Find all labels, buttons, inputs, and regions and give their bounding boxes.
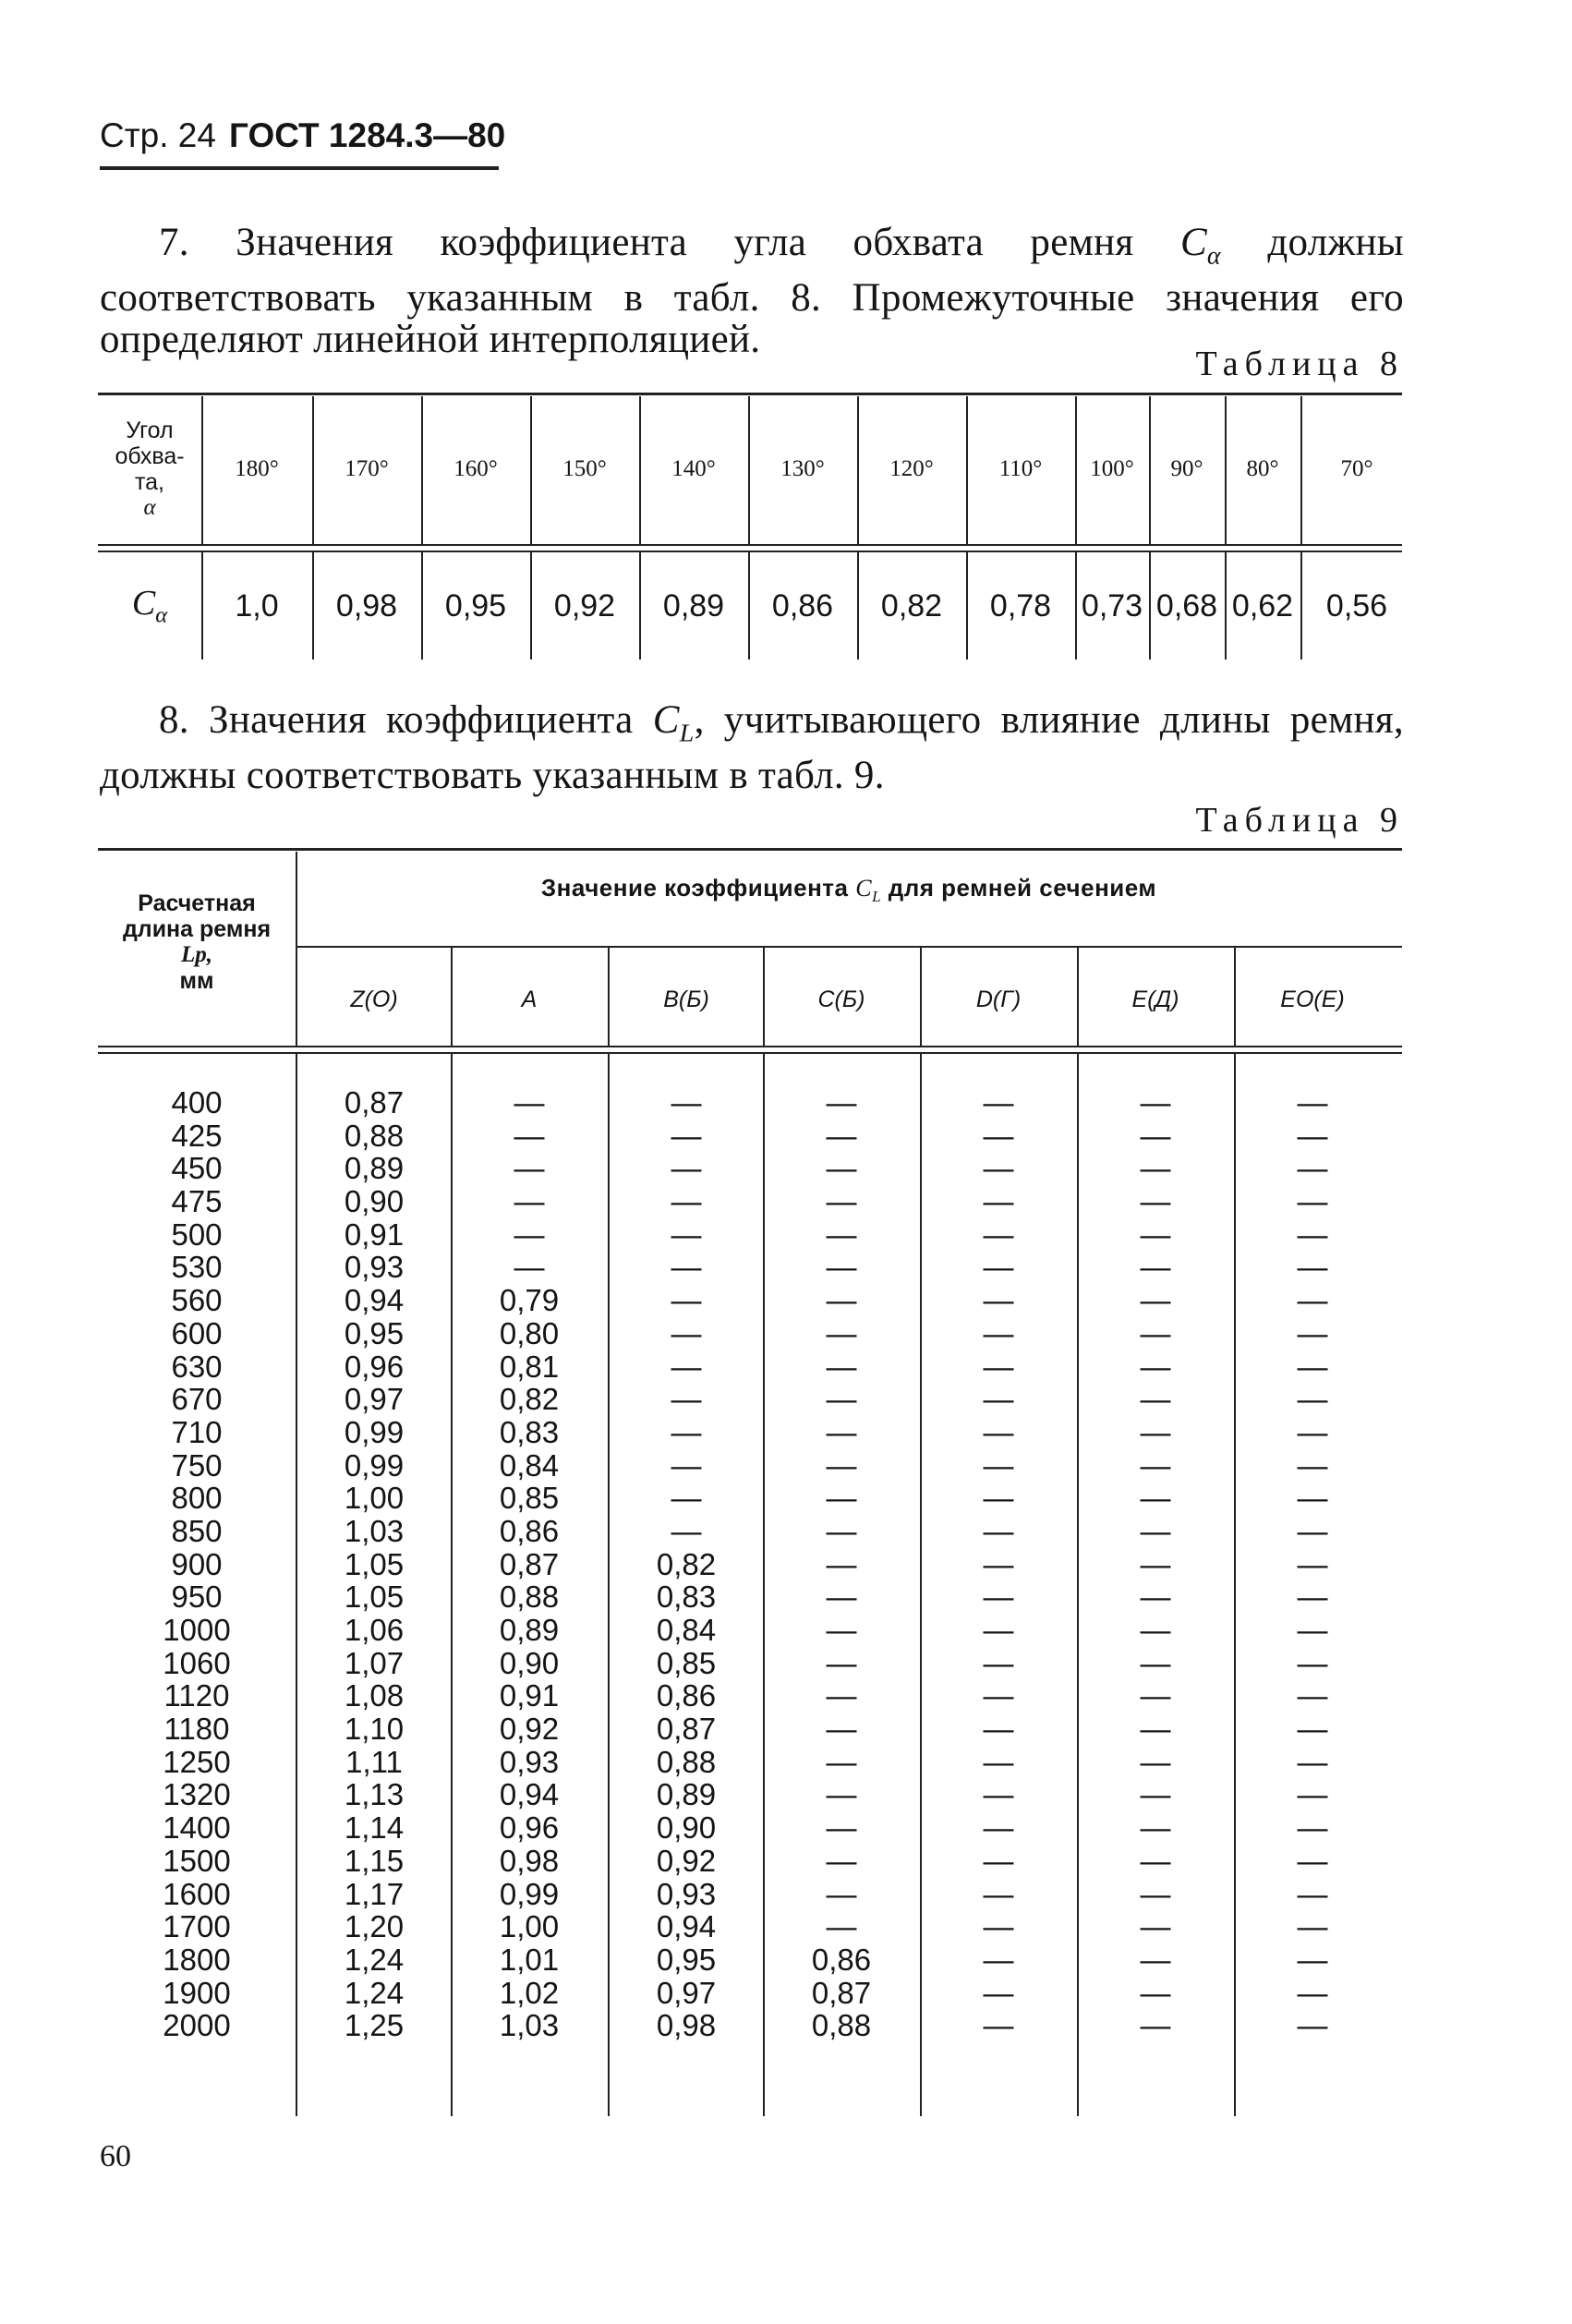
coefficient-cell: — (1297, 1151, 1328, 1186)
coefficient-cell: — (983, 1216, 1014, 1252)
angle-header: 130° (780, 456, 825, 481)
coefficient-cell: — (1140, 1184, 1171, 1219)
coefficient-cell: — (983, 1250, 1014, 1285)
length-cell: 670 (171, 1382, 223, 1417)
angle-header: 110° (998, 456, 1043, 481)
data-column-a (451, 1086, 608, 2042)
coefficient-cell: 0,92 (553, 587, 616, 623)
coefficient-cell: — (983, 1283, 1014, 1318)
table-rule (98, 848, 1402, 851)
row-symbol: $C_\alpha$ (131, 584, 168, 628)
coefficient-cell: 0,91 (344, 1216, 405, 1252)
coefficient-cell: 0,94 (344, 1283, 405, 1318)
coefficient-cell: 1,01 (499, 1942, 560, 1977)
coefficient-cell: — (671, 1513, 702, 1548)
data-column-lengths (98, 1086, 296, 2042)
coefficient-cell: 0,99 (499, 1876, 560, 1911)
coefficient-cell: — (671, 1382, 702, 1417)
length-cell: 800 (171, 1481, 223, 1516)
angle-header: 180° (235, 456, 279, 481)
coefficient-cell: — (826, 1447, 857, 1483)
coefficient-cell: — (983, 1613, 1014, 1647)
coefficient-cell: — (1140, 1645, 1171, 1680)
coefficient-cell: 1,25 (344, 2008, 405, 2043)
length-cell: 630 (171, 1349, 223, 1384)
coefficient-cell: — (826, 1118, 857, 1153)
length-cell: 1180 (163, 1712, 230, 1747)
coefficient-cell: — (826, 1315, 857, 1350)
coefficient-cell: 0,88 (499, 1580, 560, 1615)
angle-header: 140° (671, 456, 716, 481)
coefficient-cell: — (1140, 1843, 1171, 1878)
coefficient-cell: — (826, 1678, 857, 1713)
coefficient-cell: — (671, 1481, 702, 1516)
header-rule (100, 166, 499, 170)
coefficient-cell: — (826, 1876, 857, 1911)
page-label: Стр. 24 (100, 116, 216, 154)
section-header: B(Б) (663, 986, 709, 1012)
coefficient-cell: — (671, 1414, 702, 1449)
coefficient-cell: — (983, 1942, 1014, 1977)
coefficient-cell: — (1140, 1250, 1171, 1285)
column-divider (296, 852, 297, 1046)
coefficient-cell: — (671, 1216, 702, 1252)
coefficient-cell: — (826, 1481, 857, 1516)
coefficient-cell: — (826, 1843, 857, 1878)
coefficient-cell: 0,81 (499, 1349, 560, 1384)
coefficient-cell: — (1297, 1580, 1328, 1615)
coefficient-cell: — (1140, 1744, 1171, 1779)
coefficient-cell: — (983, 1382, 1014, 1417)
coefficient-cell: — (1140, 1315, 1171, 1350)
coefficient-cell: — (1297, 1315, 1328, 1350)
length-cell: 1320 (163, 1777, 231, 1812)
coefficient-cell: 1,00 (499, 1909, 560, 1944)
coefficient-cell: 1,13 (344, 1777, 405, 1812)
coefficient-cell: 0,87 (811, 1975, 872, 2010)
table-9-caption: Таблица 9 (1195, 801, 1404, 840)
coefficient-cell: — (826, 1580, 857, 1615)
coefficient-cell: 0,86 (656, 1678, 717, 1713)
paragraph-8: 8. Значения коэффициента $C_L$, учитывающего влияние длины ремня, должны соответствовать указанным в табл. 9. (100, 698, 1404, 797)
coefficient-cell: — (514, 1118, 545, 1153)
coefficient-cell: — (826, 1744, 857, 1779)
coefficient-cell: — (1297, 1942, 1328, 1977)
data-column-d (920, 1086, 1077, 2042)
angle-header: 170° (345, 456, 389, 481)
coefficient-cell: — (1140, 1580, 1171, 1615)
coefficient-cell: 0,97 (656, 1975, 717, 2010)
angle-header: 160° (453, 456, 498, 481)
coefficient-cell: — (1297, 1909, 1328, 1944)
coefficient-cell: — (826, 1414, 857, 1449)
coefficient-cell: 1,00 (344, 1481, 405, 1516)
coefficient-cell: — (983, 1513, 1014, 1548)
coefficient-cell: — (983, 1546, 1014, 1581)
coefficient-cell: 1,14 (344, 1810, 405, 1846)
coefficient-cell: — (826, 1250, 857, 1285)
coefficient-cell: 1,08 (344, 1678, 405, 1713)
coefficient-cell: — (1140, 1942, 1171, 1977)
coefficient-cell: — (1140, 1085, 1171, 1120)
angle-header: 80° (1246, 456, 1279, 481)
symbol-c-alpha: $C_\alpha$ (1179, 221, 1221, 271)
coefficient-cell: — (983, 1975, 1014, 2010)
coefficient-cell: — (514, 1216, 545, 1252)
coefficient-cell: — (671, 1283, 702, 1318)
coefficient-cell: 0,94 (656, 1909, 717, 1944)
coefficient-cell: 1,03 (499, 2008, 560, 2043)
coefficient-cell: — (514, 1151, 545, 1186)
coefficient-cell: — (826, 1382, 857, 1417)
coefficient-cell: — (1140, 1810, 1171, 1846)
coefficient-cell: — (1297, 1712, 1328, 1747)
length-cell: 2000 (163, 2008, 231, 2043)
coefficient-cell: — (983, 1085, 1014, 1120)
coefficient-cell: — (1140, 1513, 1171, 1548)
coefficient-cell: — (514, 1250, 545, 1285)
coefficient-cell: 0,93 (656, 1876, 717, 1911)
length-cell: 500 (171, 1216, 223, 1252)
coefficient-cell: 1,17 (344, 1876, 405, 1911)
coefficient-cell: — (983, 1447, 1014, 1483)
coefficient-cell: 0,79 (499, 1283, 560, 1318)
coefficient-cell: — (671, 1315, 702, 1350)
coefficient-cell: 0,88 (811, 2008, 872, 2043)
data-column-e (1077, 1086, 1234, 2042)
coefficient-cell: 0,84 (499, 1447, 560, 1483)
coefficient-cell: — (826, 1085, 857, 1120)
coefficient-cell: 0,94 (499, 1777, 560, 1812)
running-header (100, 116, 505, 155)
coefficient-cell: 0,89 (499, 1613, 560, 1647)
stub-header: Угол обхва- та, α (115, 418, 185, 520)
coefficient-cell: — (1140, 1975, 1171, 2010)
section-header: E(Д) (1131, 986, 1179, 1012)
coefficient-cell: — (1140, 2008, 1171, 2043)
coefficient-cell: — (826, 1283, 857, 1318)
coefficient-cell: — (1297, 1678, 1328, 1713)
coefficient-cell: — (983, 2008, 1014, 2043)
coefficient-cell: — (983, 1645, 1014, 1680)
length-cell: 1500 (163, 1843, 231, 1878)
coefficient-cell: 0,87 (656, 1712, 717, 1747)
data-column-c (763, 1086, 920, 2042)
coefficient-cell: — (1140, 1118, 1171, 1153)
coefficient-cell: — (1297, 1613, 1328, 1647)
coefficient-cell: 1,11 (345, 1744, 403, 1779)
coefficient-cell: — (671, 1151, 702, 1186)
data-column-z (296, 1086, 453, 2042)
angle-header: 90° (1170, 456, 1203, 481)
coefficient-cell: — (671, 1250, 702, 1285)
data-column-eo (1234, 1086, 1391, 2042)
length-cell: 560 (171, 1283, 223, 1318)
coefficient-cell: 1,10 (344, 1712, 405, 1747)
coefficient-cell: 0,88 (344, 1118, 405, 1153)
length-cell: 1400 (163, 1810, 231, 1846)
coefficient-cell: 0,82 (499, 1382, 560, 1417)
stub-header: Расчетная длина ремня Lр, мм (122, 890, 272, 994)
angle-header: 120° (889, 456, 934, 481)
coefficient-cell: 0,87 (499, 1546, 560, 1581)
coefficient-cell: — (1297, 1414, 1328, 1449)
table-rule (98, 1052, 1402, 1054)
length-cell: 1600 (163, 1876, 231, 1911)
length-cell: 950 (171, 1580, 223, 1615)
coefficient-cell: 0,80 (499, 1315, 560, 1350)
coefficient-cell: — (1297, 1546, 1328, 1581)
coefficient-cell: 0,78 (989, 587, 1052, 623)
coefficient-cell: — (983, 1580, 1014, 1615)
coefficient-cell: 1,07 (344, 1645, 405, 1680)
coefficient-cell: — (1140, 1382, 1171, 1417)
coefficient-cell: — (1140, 1447, 1171, 1483)
coefficient-cell: 1,24 (344, 1975, 405, 2010)
table-rule (98, 1046, 1402, 1047)
length-cell: 850 (171, 1513, 223, 1548)
symbol-cl: $C_L$ (652, 698, 695, 748)
group-header: Значение коэффициента $C_L$ для ремней сечением (540, 874, 1157, 906)
coefficient-cell: 0,98 (335, 587, 398, 623)
coefficient-cell: — (983, 1184, 1014, 1219)
angle-header: 150° (562, 456, 607, 481)
coefficient-cell: 1,06 (344, 1613, 405, 1647)
coefficient-cell: — (514, 1184, 545, 1219)
coefficient-cell: — (1140, 1216, 1171, 1252)
length-cell: 710 (171, 1414, 223, 1449)
coefficient-cell: — (1140, 1613, 1171, 1647)
coefficient-cell: 0,95 (344, 1315, 405, 1350)
coefficient-cell: — (1297, 1810, 1328, 1846)
coefficient-cell: 0,99 (344, 1414, 405, 1449)
coefficient-cell: 0,92 (656, 1843, 717, 1878)
coefficient-cell: — (826, 1712, 857, 1747)
coefficient-cell: — (826, 1216, 857, 1252)
coefficient-cell: 0,93 (499, 1744, 560, 1779)
coefficient-cell: — (983, 1678, 1014, 1713)
coefficient-cell: — (1140, 1876, 1171, 1911)
coefficient-cell: — (1297, 1085, 1328, 1120)
coefficient-cell: — (983, 1315, 1014, 1350)
coefficient-cell: 0,90 (499, 1645, 560, 1680)
coefficient-cell: 0,56 (1325, 587, 1388, 623)
length-cell: 1000 (163, 1613, 231, 1647)
length-cell: 1250 (163, 1744, 231, 1779)
length-cell: 400 (171, 1085, 223, 1120)
coefficient-cell: 0,82 (656, 1546, 717, 1581)
coefficient-cell: — (983, 1843, 1014, 1878)
coefficient-cell: — (983, 1481, 1014, 1516)
coefficient-cell: — (1140, 1151, 1171, 1186)
coefficient-cell: 0,84 (656, 1613, 717, 1647)
angle-header: 70° (1340, 456, 1373, 481)
coefficient-cell: — (671, 1085, 702, 1120)
coefficient-cell: 0,85 (499, 1481, 560, 1516)
coefficient-cell: — (671, 1349, 702, 1384)
coefficient-cell: 0,92 (499, 1712, 560, 1747)
coefficient-cell: — (983, 1414, 1014, 1449)
coefficient-cell: — (1297, 1349, 1328, 1384)
coefficient-cell: — (1297, 1481, 1328, 1516)
coefficient-cell: 0,83 (656, 1580, 717, 1615)
coefficient-cell: 0,82 (880, 587, 943, 623)
length-cell: 1800 (163, 1942, 231, 1977)
coefficient-cell: — (826, 1513, 857, 1548)
coefficient-cell: — (671, 1118, 702, 1153)
coefficient-cell: — (1297, 1513, 1328, 1548)
coefficient-cell: — (1297, 1184, 1328, 1219)
page-number: 60 (100, 2139, 131, 2173)
coefficient-cell: — (826, 1645, 857, 1680)
coefficient-cell: — (826, 1810, 857, 1846)
coefficient-cell: — (671, 1447, 702, 1483)
data-column-b (608, 1086, 765, 2042)
length-cell: 1060 (163, 1645, 231, 1680)
coefficient-cell: — (1297, 2008, 1328, 2043)
coefficient-cell: — (1297, 1382, 1328, 1417)
coefficient-cell: 0,98 (499, 1843, 560, 1878)
coefficient-cell: 0,89 (662, 587, 725, 623)
coefficient-cell: 0,62 (1231, 587, 1294, 623)
coefficient-cell: — (826, 1184, 857, 1219)
coefficient-cell: — (514, 1085, 545, 1120)
angle-header: 100° (1090, 456, 1134, 481)
coefficient-cell: 0,87 (344, 1085, 405, 1120)
coefficient-cell: — (826, 1546, 857, 1581)
coefficient-cell: 0,85 (656, 1645, 717, 1680)
coefficient-cell: — (983, 1744, 1014, 1779)
table-rule (296, 946, 1402, 948)
coefficient-cell: — (1140, 1414, 1171, 1449)
section-header: C(Б) (817, 986, 865, 1012)
length-cell: 600 (171, 1315, 223, 1350)
coefficient-cell: — (983, 1810, 1014, 1846)
section-header: EO(E) (1280, 986, 1345, 1012)
coefficient-cell: — (1297, 1777, 1328, 1812)
coefficient-cell: — (1140, 1777, 1171, 1812)
coefficient-cell: — (983, 1151, 1014, 1186)
coefficient-cell: — (1297, 1283, 1328, 1318)
coefficient-cell: — (1297, 1447, 1328, 1483)
coefficient-cell: — (1297, 1645, 1328, 1680)
coefficient-cell: — (1297, 1876, 1328, 1911)
length-cell: 475 (171, 1184, 223, 1219)
coefficient-cell: 0,93 (344, 1250, 405, 1285)
coefficient-cell: — (1297, 1975, 1328, 2010)
coefficient-cell: — (983, 1777, 1014, 1812)
coefficient-cell: 0,88 (656, 1744, 717, 1779)
coefficient-cell: 1,15 (344, 1843, 405, 1878)
coefficient-cell: — (1297, 1118, 1328, 1153)
coefficient-cell: 0,68 (1155, 587, 1218, 623)
standard-code: ГОСТ 1284.3—80 (228, 116, 506, 154)
coefficient-cell: 1,03 (344, 1513, 405, 1548)
coefficient-cell: — (1297, 1744, 1328, 1779)
coefficient-cell: — (983, 1909, 1014, 1944)
coefficient-cell: 0,89 (344, 1151, 405, 1186)
coefficient-cell: 0,97 (344, 1382, 405, 1417)
table-8 (98, 393, 1402, 670)
coefficient-cell: 0,86 (771, 587, 834, 623)
length-cell: 450 (171, 1151, 223, 1186)
coefficient-cell: 0,95 (656, 1942, 717, 1977)
coefficient-cell: 0,73 (1081, 587, 1143, 623)
section-header: Z(O) (350, 986, 398, 1012)
coefficient-cell: — (1297, 1843, 1328, 1878)
coefficient-cell: — (1297, 1250, 1328, 1285)
coefficient-cell: 1,05 (344, 1580, 405, 1615)
length-cell: 1120 (163, 1678, 230, 1713)
coefficient-cell: 1,05 (344, 1546, 405, 1581)
coefficient-cell: — (983, 1118, 1014, 1153)
section-header: D(Г) (975, 986, 1022, 1012)
paragraph-7: 7. Значения коэффициента угла обхвата ремня $C_\alpha$ должны соответствовать указанным в табл. 8. Промежуточные значения его определяют линейной интерполяцией. (100, 221, 1404, 361)
coefficient-cell: — (1297, 1216, 1328, 1252)
coefficient-cell: 0,83 (499, 1414, 560, 1449)
coefficient-cell: 1,0 (235, 587, 279, 623)
coefficient-cell: — (826, 1909, 857, 1944)
coefficient-cell: — (983, 1876, 1014, 1911)
coefficient-cell: 0,95 (444, 587, 507, 623)
coefficient-cell: — (1140, 1909, 1171, 1944)
table-8-caption: Таблица 8 (1195, 345, 1404, 383)
length-cell: 1900 (163, 1975, 231, 2010)
length-cell: 1700 (163, 1909, 231, 1944)
coefficient-cell: — (1140, 1283, 1171, 1318)
length-cell: 425 (171, 1118, 223, 1153)
table-rule (98, 551, 1402, 552)
coefficient-cell: — (983, 1349, 1014, 1384)
coefficient-cell: 0,96 (499, 1810, 560, 1846)
coefficient-cell: 1,20 (344, 1909, 405, 1944)
coefficient-cell: — (826, 1613, 857, 1647)
table-9 (98, 848, 1402, 2123)
coefficient-cell: — (1140, 1712, 1171, 1747)
coefficient-cell: 0,86 (499, 1513, 560, 1548)
coefficient-cell: — (1140, 1481, 1171, 1516)
table-rule (98, 544, 1402, 546)
coefficient-cell: 0,99 (344, 1447, 405, 1483)
coefficient-cell: 1,24 (344, 1942, 405, 1977)
coefficient-cell: 0,91 (499, 1678, 560, 1713)
coefficient-cell: — (1140, 1546, 1171, 1581)
coefficient-cell: 0,90 (656, 1810, 717, 1846)
length-cell: 900 (171, 1546, 223, 1581)
table-rule (98, 393, 1402, 395)
coefficient-cell: — (671, 1184, 702, 1219)
coefficient-cell: — (1140, 1349, 1171, 1384)
coefficient-cell: 0,90 (344, 1184, 405, 1219)
coefficient-cell: 0,98 (656, 2008, 717, 2043)
coefficient-cell: — (1140, 1678, 1171, 1713)
coefficient-cell: 0,96 (344, 1349, 405, 1384)
coefficient-cell: — (826, 1777, 857, 1812)
coefficient-cell: — (826, 1349, 857, 1384)
length-cell: 530 (171, 1250, 223, 1285)
length-cell: 750 (171, 1447, 223, 1483)
coefficient-cell: 0,86 (811, 1942, 872, 1977)
coefficient-cell: — (983, 1712, 1014, 1747)
coefficient-cell: 0,89 (656, 1777, 717, 1812)
section-header: A (521, 986, 538, 1012)
coefficient-cell: 1,02 (499, 1975, 560, 2010)
coefficient-cell: — (826, 1151, 857, 1186)
